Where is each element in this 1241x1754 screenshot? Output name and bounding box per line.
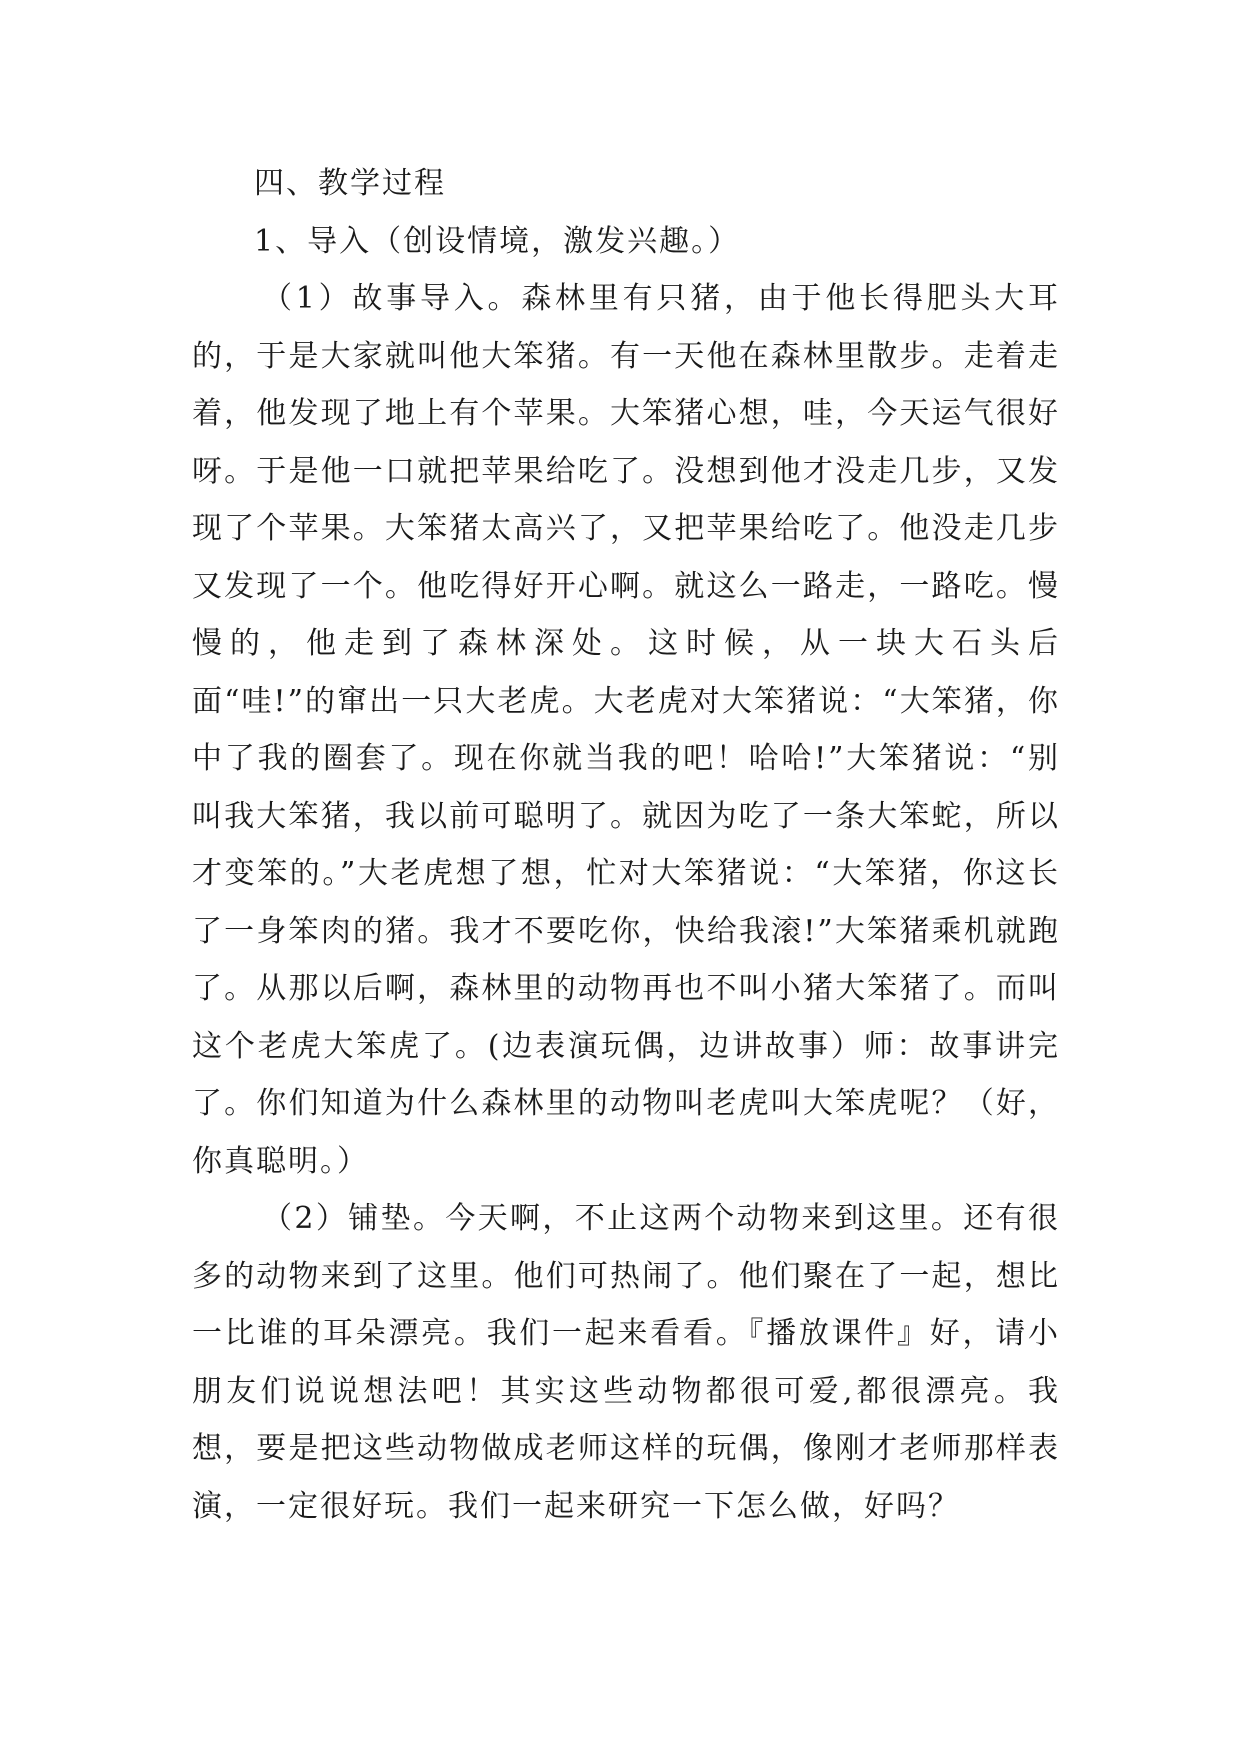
section-heading: 四、教学过程 (254, 166, 446, 201)
document-body (192, 155, 1060, 1535)
paragraph-groundwork: （2）铺垫。今天啊，不止这两个动物来到这里。还有很多的动物来到了这里。他们可热闹了。他们聚在了一起，想比一比谁的耳朵漂亮。我们一起来看看。『播放课件』好，请小朋友们说说想法吧！其实这些动物都很可爱,都很漂亮。我想，要是把这些动物做成老师这样的玩偶，像刚才老师那样表演，一定很好玩。我们一起来研究一下怎么做，好吗？ (192, 1201, 1060, 1524)
subheading: 1、导入（创设情境，激发兴趣。） (254, 223, 741, 259)
paragraph-story-intro: （1）故事导入。森林里有只猪，由于他长得肥头大耳的，于是大家就叫他大笨猪。有一天他在森林里散步。走着走着，他发现了地上有个苹果。大笨猪心想，哇，今天运气很好呀。于是他一口就把苹果给吃了。没想到他才没走几步，又发现了个苹果。大笨猪太高兴了，又把苹果给吃了。他没走几步又发现了一个。他吃得好开心啊。就这么一路走，一路吃。慢慢的，他走到了森林深处。这时候，从一块大石头后面“哇!”的窜出一只大老虎。大老虎对大笨猪说：“大笨猪，你中了我的圈套了。现在你就当我的吧！哈哈!”大笨猪说：“别叫我大笨猪，我以前可聪明了。就因为吃了一条大笨蛇，所以才变笨的。”大老虎想了想，忙对大笨猪说：“大笨猪，你这长了一身笨肉的猪。我才不要吃你，快给我滚!”大笨猪乘机就跑了。从那以后啊，森林里的动物再也不叫小猪大笨猪了。而叫这个老虎大笨虎了。(边表演玩偶，边讲故事）师：故事讲完了。你们知道为什么森林里的动物叫老虎叫大笨虎呢？（好，你真聪明。） (192, 281, 1060, 1179)
